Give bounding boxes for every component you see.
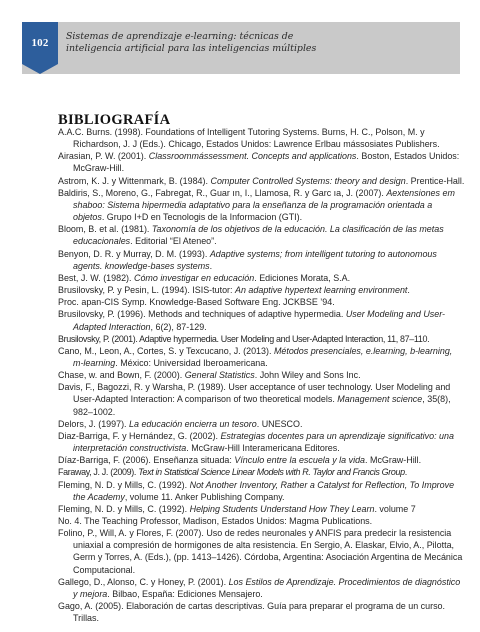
reference-text: Brusilovsky, P. y Pesin, L. (1994). ISIS-tutor:: [58, 285, 235, 296]
running-header-line-1: Sistemas de aprendizaje e-learning: técnicas de: [66, 31, 294, 42]
reference-text: Cano, M., Leon, A., Cortes, S. y Texcucano, J. (2013).: [58, 345, 274, 356]
reference-entry: [58, 466, 465, 478]
reference-title: User Modeling and User-Adapted Interaction: [73, 309, 446, 332]
reference-text-tail: . UNESCO.: [256, 418, 303, 429]
reference-entry: [58, 515, 465, 527]
reference-entry: [58, 345, 465, 369]
reference-text: Delors, J. (1997).: [58, 418, 130, 429]
reference-text: Gago, A. (2005). Elaboración de cartas descriptivas. Guía para preparar el programa de un curso. Trillas.: [58, 601, 446, 624]
reference-text: No. 4. The Teaching Professor, Madison, Estados Unidos: Magma Publications.: [58, 516, 373, 526]
reference-text: Brusilovsky, P. (2001). Adaptive hypermedia. User Modeling and User-Adapted Interaction, 11, 87–110.: [58, 333, 430, 344]
reference-text: A.A.C. Burns. (1998). Foundations of Intelligent Tutoring Systems. Burns, H. C., Polson, M. y Richardson, J. J (Eds.). Chicago, Estados Unidos: Lawrence Erlbau mássosiates Publishers.: [58, 127, 440, 150]
reference-title: General Statistics: [184, 370, 255, 381]
reference-text: Brusilovsky, P. (1996). Methods and techniques of adaptive hypermedia.: [58, 309, 346, 320]
reference-text-tail: .: [407, 285, 410, 296]
reference-text-tail: . México: Universidad Iberoamericana.: [115, 357, 268, 368]
reference-title: An adaptive hypertext learning environment: [235, 285, 408, 296]
reference-title: Estrategias docentes para un aprendizaje significativo: una interpretación constructivista: [73, 430, 454, 454]
reference-title: La educación encierra un tesoro: [129, 418, 257, 429]
reference-text-tail: , volume 11. Anker Publishing Company.: [124, 491, 285, 502]
reference-text-tail: . Prentice-Hall.: [405, 175, 465, 186]
reference-list: [58, 126, 465, 624]
reference-entry: [58, 296, 465, 308]
reference-entry: [58, 527, 465, 576]
reference-text: Proc. apan-CIS Symp. Knowledge-Based Software Eng. JCKBSE ’94.: [58, 297, 335, 308]
reference-title: Text in Statistical Science Linear Models with R. Taylor and Francis Group: [138, 467, 405, 478]
reference-text-tail: . John Wiley and Sons Inc.: [254, 370, 361, 381]
reference-text-tail: . Boston, Estados Unidos: McGraw-Hill.: [73, 151, 460, 174]
reference-entry: [58, 479, 465, 503]
reference-text-tail: .: [404, 467, 407, 478]
reference-entry: [58, 600, 465, 624]
reference-text: Airasian, P. W. (2001).: [58, 151, 149, 162]
reference-text: Faraway, J. J. (2009).: [58, 467, 139, 478]
reference-entry: [58, 418, 465, 430]
reference-title: Métodos presenciales, e.learning, b-learning, m-learning: [73, 345, 453, 368]
reference-text-tail: . volume 7: [374, 503, 416, 514]
reference-text: Díaz-Barriga, F. (2006). Enseñanza situada:: [58, 455, 235, 466]
reference-entry: [58, 333, 465, 345]
section-title: BIBLIOGRAFÍA: [58, 112, 171, 128]
reference-text-tail: . Ediciones Morata, S.A.: [254, 272, 351, 283]
page-number-tab: [22, 22, 58, 64]
reference-text-tail: . Grupo I+D en Tecnologis de la Informacion (GTI).: [101, 212, 303, 223]
reference-text: Fleming, N. D. y Mills, C. (1992).: [58, 479, 190, 490]
reference-text: Davis, F., Bagozzi, R. y Warsha, P. (1989). User acceptance of user technology. User Modeling and User-Adapted Interaction: A comparison of two theoretical models.: [58, 382, 451, 405]
reference-title: Cómo investigar en educación: [134, 272, 255, 283]
running-header-line-2: inteligencia artificial para las inteligencias múltiples: [66, 43, 317, 54]
reference-text-tail: .: [209, 260, 213, 271]
reference-title: Management science: [337, 394, 423, 405]
reference-title: Vínculo entre la escuela y la vida: [234, 455, 366, 466]
reference-title: Aextensiones em shaboo: Sistema hipermedia adaptativo para la enseñanza de la programación orientada a objetos: [73, 187, 455, 223]
reference-entry: [58, 381, 465, 417]
reference-text-tail: , 35(8), 982–1002.: [73, 394, 451, 417]
reference-text: Benyon, D. R. y Murray, D. M. (1993).: [58, 248, 210, 259]
reference-title: Not Another Inventory, Rather a Catalyst for Reflection, To Improve the Academy: [73, 479, 455, 502]
reference-title: Helping Students Understand How They Learn: [189, 503, 375, 514]
reference-text-tail: . McGraw-Hill Interamericana Editores.: [186, 443, 340, 454]
reference-text: Gallego, D., Alonso, C. y Honey, P. (2001).: [58, 576, 229, 587]
reference-title: Classroommássessment. Concepts and applications: [148, 151, 357, 162]
reference-entry: [58, 454, 465, 466]
reference-entry: [58, 272, 465, 284]
reference-entry: [58, 308, 465, 332]
reference-entry: [58, 503, 465, 515]
reference-text-tail: . Bilbao, España: Ediciones Mensajero.: [107, 588, 263, 599]
reference-entry: [58, 126, 465, 150]
running-header-title: [66, 31, 366, 55]
reference-text: Baldiris, S., Moreno, G., Fabregat, R., Guar ın, I., Llamosa, R. y Garc ıa, J. (2007).: [58, 187, 387, 198]
reference-text: Astrom, K. J. y Wittenmark, B. (1984).: [58, 175, 211, 186]
reference-entry: [58, 284, 465, 296]
reference-text: Best, J. W. (1982).: [58, 272, 134, 283]
reference-title: Adaptive systems; from intelligent tutoring to autonomous agents. knowledge-bases systems: [73, 248, 437, 271]
reference-entry: [58, 430, 465, 454]
reference-entry: [58, 248, 465, 272]
reference-entry: [58, 369, 465, 381]
reference-text-tail: . Editorial “El Ateneo”.: [130, 236, 217, 247]
reference-entry: [58, 223, 465, 247]
reference-text: Bloom, B. et al. (1981).: [58, 224, 152, 235]
page-number: 102: [31, 37, 49, 49]
reference-title: Computer Controlled Systems: theory and design: [210, 175, 406, 186]
reference-entry: [58, 187, 465, 223]
reference-text-tail: , 6(2), 87-129.: [150, 321, 207, 332]
reference-text: Fleming, N. D. y Mills, C. (1992).: [58, 503, 190, 514]
reference-title: Taxonomía de los objetivos de la educación. La clasificación de las metas educacionales: [73, 224, 444, 247]
reference-text: Diaz-Barriga, F. y Hernández, G. (2002).: [58, 430, 221, 441]
reference-title: Los Estilos de Aprendizaje. Procedimientos de diagnóstico y mejora: [73, 576, 461, 599]
reference-text: Folino, P., Will, A. y Flores, F. (2007). Uso de redes neuronales y ANFIS para predecir la resistencia uniaxial a compresión de hormigones de alta resistencia. En Sergio, A. Elaskar, Elvio, A., Pilotta, Germ y Torres, A. (Eds.), (pp. 1413–1426). Córdoba, Argentina: Asociación Argentina de Mecánica Computacional.: [58, 528, 463, 575]
reference-entry: [58, 576, 465, 600]
reference-entry: [58, 175, 465, 187]
reference-text: Chase, w. and Bown, F. (2000).: [58, 370, 185, 381]
reference-text-tail: . McGraw-Hill.: [365, 455, 422, 466]
reference-entry: [58, 150, 465, 174]
